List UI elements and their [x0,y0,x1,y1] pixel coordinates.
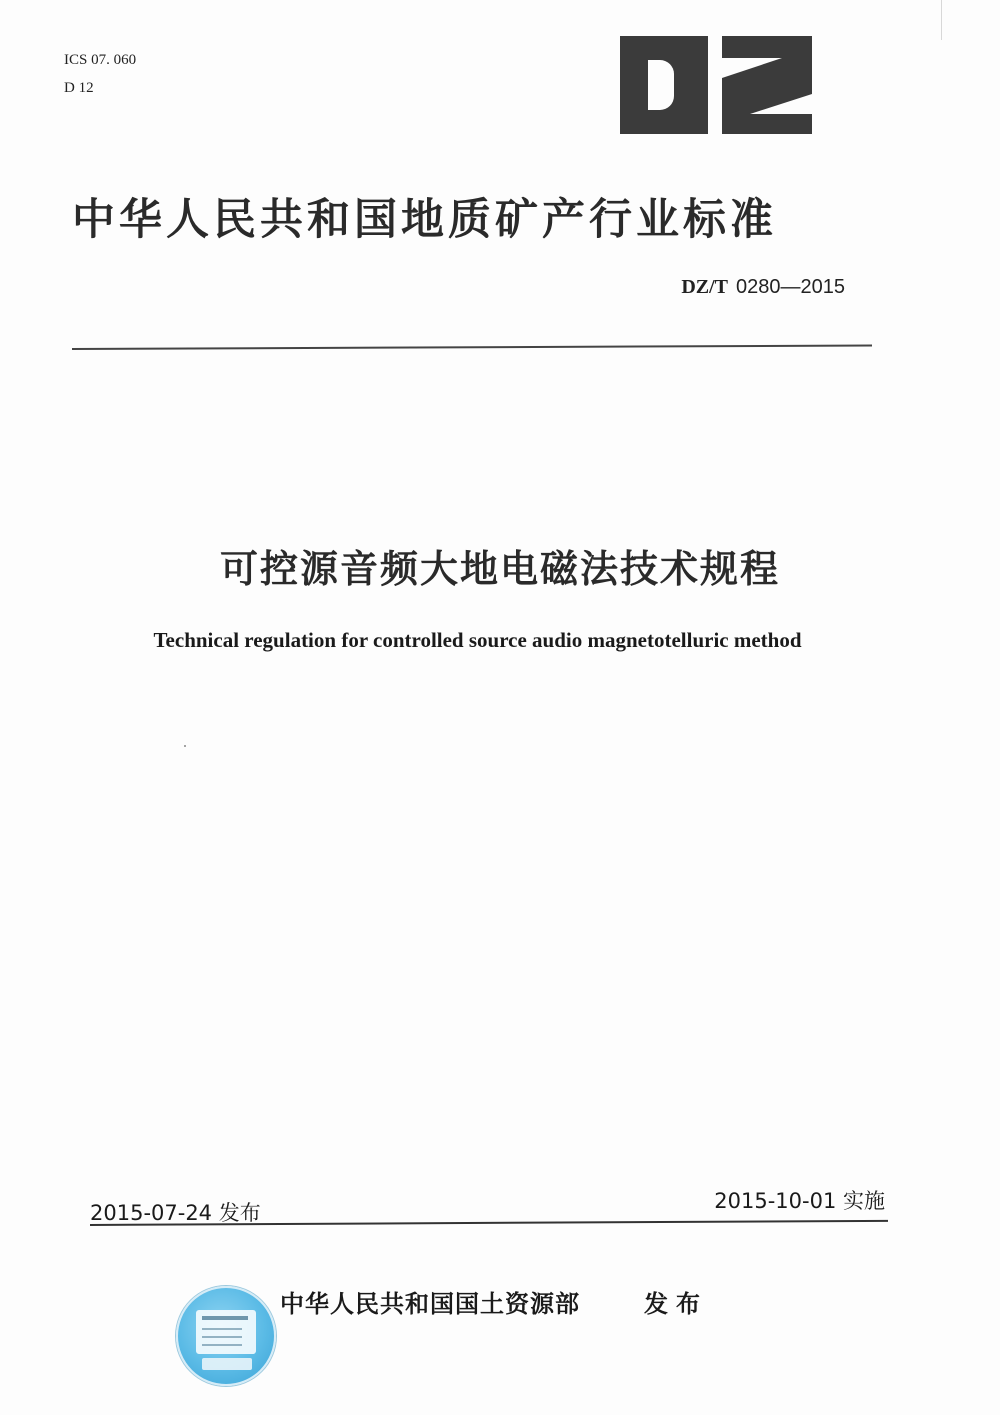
publish-label: 发布 [644,1290,708,1318]
issue-date: 2015-07-24 发布 [90,1201,261,1225]
top-divider [72,345,872,350]
document-title-chinese: 可控源音频大地电磁法技术规程 [219,547,780,591]
standard-number-value: 0280—2015 [736,276,845,298]
scan-edge-mark [941,0,942,40]
ccs-code: D 12 [64,80,94,96]
scan-speck [184,745,186,747]
anti-counterfeit-seal-icon [176,1286,276,1386]
ics-code: ICS 07. 060 [64,52,137,68]
industry-standard-title: 中华人民共和国地质矿产行业标准 [72,195,777,245]
publisher-name: 中华人民共和国国土资源部 [280,1290,580,1318]
implementation-date: 2015-10-01 实施 [714,1189,885,1213]
document-title-english: Technical regulation for controlled source audio magnetotelluric method [153,628,802,652]
classification-codes [64,46,136,102]
dz-logo [620,36,812,134]
standard-number-prefix: DZ/T [681,276,729,298]
standard-number [681,276,845,299]
